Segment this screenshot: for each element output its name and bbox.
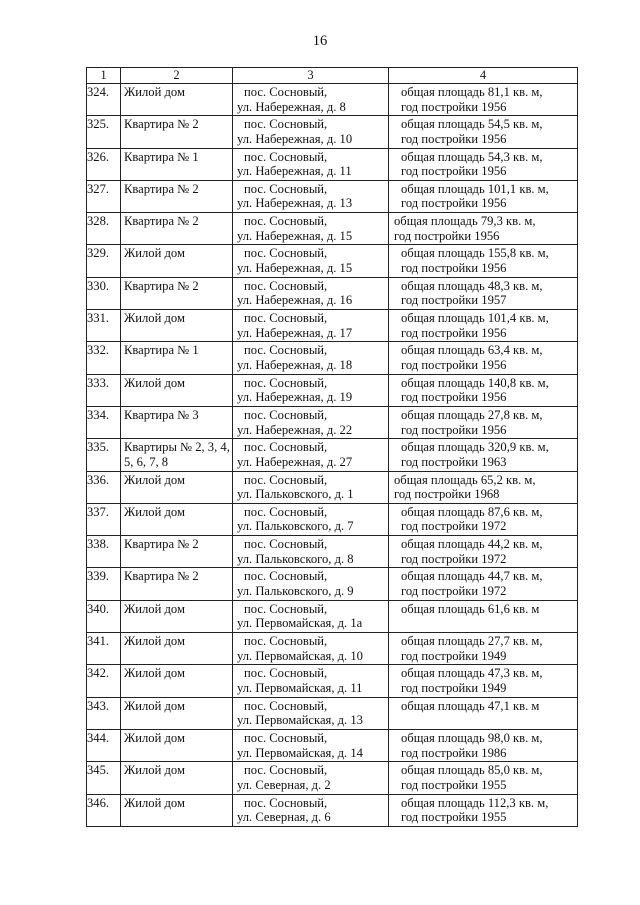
address-settlement: пос. Сосновый, bbox=[244, 569, 328, 584]
details-cell bbox=[389, 374, 578, 406]
details-cell bbox=[389, 310, 578, 342]
table-row bbox=[87, 568, 578, 600]
address-settlement: пос. Сосновый, bbox=[244, 343, 328, 358]
details-cell bbox=[389, 633, 578, 665]
address-cell bbox=[233, 762, 389, 794]
object-name-cell bbox=[121, 180, 233, 212]
address-cell bbox=[233, 84, 389, 116]
details-cell bbox=[389, 84, 578, 116]
address-street: ул. Пальковского, д. 7 bbox=[237, 519, 354, 534]
details-area: общая площадь 87,6 кв. м, bbox=[401, 504, 543, 519]
details-year: год постройки 1956 bbox=[401, 261, 507, 276]
table-row bbox=[87, 213, 578, 245]
table-row bbox=[87, 471, 578, 503]
details-year: год постройки 1972 bbox=[401, 551, 507, 566]
address-street: ул. Набережная, д. 15 bbox=[237, 228, 353, 243]
address-cell bbox=[233, 568, 389, 600]
row-number-cell bbox=[87, 245, 121, 277]
object-name: Жилой дом bbox=[124, 472, 185, 487]
address-cell bbox=[233, 794, 389, 826]
table-row bbox=[87, 697, 578, 729]
object-name-cell bbox=[121, 665, 233, 697]
object-name: Жилой дом bbox=[124, 795, 185, 810]
object-name-cell bbox=[121, 213, 233, 245]
address-street: ул. Пальковского, д. 8 bbox=[237, 551, 354, 566]
details-year: год постройки 1956 bbox=[401, 99, 507, 114]
object-name: Жилой дом bbox=[124, 85, 185, 99]
details-year: год постройки 1957 bbox=[401, 293, 507, 308]
details-cell bbox=[389, 762, 578, 794]
details-area: общая площадь 47,1 кв. м bbox=[401, 698, 540, 713]
object-name: Жилой дом bbox=[124, 504, 185, 519]
row-number: 335. bbox=[87, 440, 110, 455]
table-row bbox=[87, 180, 578, 212]
address-settlement: пос. Сосновый, bbox=[244, 214, 328, 229]
table-row bbox=[87, 729, 578, 761]
row-number-cell bbox=[87, 600, 121, 632]
object-name: Квартира № 1 bbox=[124, 343, 199, 358]
table-row bbox=[87, 84, 578, 116]
object-name: Квартира № 2 bbox=[124, 181, 199, 196]
row-number: 342. bbox=[87, 666, 110, 681]
row-number-cell bbox=[87, 568, 121, 600]
details-cell bbox=[389, 116, 578, 148]
address-cell bbox=[233, 633, 389, 665]
details-area: общая площадь 44,2 кв. м, bbox=[401, 537, 543, 552]
details-cell bbox=[389, 342, 578, 374]
address-street: ул. Набережная, д. 16 bbox=[237, 293, 353, 308]
object-name-cell bbox=[121, 729, 233, 761]
details-area: общая площадь 27,7 кв. м, bbox=[401, 634, 543, 649]
row-number: 338. bbox=[87, 537, 110, 552]
row-number: 329. bbox=[87, 246, 110, 261]
row-number-cell bbox=[87, 310, 121, 342]
details-cell bbox=[389, 697, 578, 729]
address-settlement: пос. Сосновый, bbox=[244, 117, 328, 132]
details-area: общая площадь 101,4 кв. м, bbox=[401, 311, 549, 326]
address-settlement: пос. Сосновый, bbox=[244, 375, 328, 390]
row-number: 341. bbox=[87, 634, 110, 649]
row-number-cell bbox=[87, 665, 121, 697]
object-name-cell bbox=[121, 568, 233, 600]
details-year: год постройки 1972 bbox=[401, 519, 507, 534]
address-street: ул. Набережная, д. 18 bbox=[237, 357, 353, 372]
row-number-cell bbox=[87, 439, 121, 471]
details-cell bbox=[389, 471, 578, 503]
address-settlement: пос. Сосновый, bbox=[244, 504, 328, 519]
details-area: общая площадь 98,0 кв. м, bbox=[401, 730, 543, 745]
row-number: 345. bbox=[87, 763, 110, 778]
details-year: год постройки 1956 bbox=[401, 357, 507, 372]
details-area: общая площадь 65,2 кв. м, bbox=[394, 472, 536, 487]
object-name: Жилой дом bbox=[124, 634, 185, 649]
table-row bbox=[87, 665, 578, 697]
address-cell bbox=[233, 729, 389, 761]
details-year: год постройки 1956 bbox=[394, 228, 500, 243]
table-row bbox=[87, 277, 578, 309]
address-cell bbox=[233, 310, 389, 342]
address-street: ул. Набережная, д. 11 bbox=[237, 164, 352, 179]
details-cell bbox=[389, 439, 578, 471]
details-year: год постройки 1963 bbox=[401, 454, 507, 469]
table-row bbox=[87, 116, 578, 148]
object-name-cell bbox=[121, 697, 233, 729]
page-number: 16 bbox=[312, 33, 328, 49]
details-year: год постройки 1972 bbox=[401, 584, 507, 599]
details-cell bbox=[389, 245, 578, 277]
object-name: Жилой дом bbox=[124, 601, 185, 616]
details-cell bbox=[389, 148, 578, 180]
row-number-cell bbox=[87, 633, 121, 665]
address-cell bbox=[233, 471, 389, 503]
address-settlement: пос. Сосновый, bbox=[244, 537, 328, 552]
table-row bbox=[87, 794, 578, 826]
details-cell bbox=[389, 406, 578, 438]
address-settlement: пос. Сосновый, bbox=[244, 472, 328, 487]
details-year: год постройки 1956 bbox=[401, 390, 507, 405]
address-settlement: пос. Сосновый, bbox=[244, 85, 328, 99]
details-area: общая площадь 47,3 кв. м, bbox=[401, 666, 543, 681]
row-number-cell bbox=[87, 406, 121, 438]
row-number-cell bbox=[87, 84, 121, 116]
details-cell bbox=[389, 729, 578, 761]
address-street: ул. Набережная, д. 22 bbox=[237, 422, 353, 437]
details-area: общая площадь 320,9 кв. м, bbox=[401, 440, 549, 455]
details-cell bbox=[389, 536, 578, 568]
address-cell bbox=[233, 439, 389, 471]
address-settlement: пос. Сосновый, bbox=[244, 311, 328, 326]
details-cell bbox=[389, 665, 578, 697]
address-street: ул. Первомайская, д. 10 bbox=[237, 648, 363, 663]
object-name-cell bbox=[121, 374, 233, 406]
column-header-number: 1 bbox=[87, 68, 121, 84]
address-cell bbox=[233, 374, 389, 406]
row-number: 344. bbox=[87, 730, 110, 745]
row-number: 326. bbox=[87, 149, 110, 164]
row-number: 333. bbox=[87, 375, 110, 390]
address-cell bbox=[233, 277, 389, 309]
details-area: общая площадь 44,7 кв. м, bbox=[401, 569, 543, 584]
row-number-cell bbox=[87, 213, 121, 245]
details-area: общая площадь 54,5 кв. м, bbox=[401, 117, 543, 132]
address-street: ул. Набережная, д. 17 bbox=[237, 325, 353, 340]
object-name: Квартира № 2 bbox=[124, 537, 199, 552]
row-number: 327. bbox=[87, 181, 110, 196]
address-cell bbox=[233, 342, 389, 374]
details-year: год постройки 1955 bbox=[401, 777, 507, 792]
details-cell bbox=[389, 794, 578, 826]
details-area: общая площадь 112,3 кв. м, bbox=[401, 795, 549, 810]
object-name-cell bbox=[121, 794, 233, 826]
object-name-cell bbox=[121, 342, 233, 374]
object-name-cell bbox=[121, 116, 233, 148]
details-area: общая площадь 54,3 кв. м, bbox=[401, 149, 543, 164]
row-number: 324. bbox=[87, 85, 110, 99]
table-row bbox=[87, 503, 578, 535]
address-cell bbox=[233, 503, 389, 535]
object-name: Жилой дом bbox=[124, 246, 185, 261]
address-settlement: пос. Сосновый, bbox=[244, 666, 328, 681]
address-cell bbox=[233, 213, 389, 245]
object-name-cell bbox=[121, 633, 233, 665]
address-street: ул. Северная, д. 2 bbox=[237, 777, 331, 792]
details-year: год постройки 1955 bbox=[401, 810, 507, 825]
object-name-cell bbox=[121, 148, 233, 180]
address-settlement: пос. Сосновый, bbox=[244, 181, 328, 196]
table-row bbox=[87, 374, 578, 406]
row-number: 337. bbox=[87, 504, 110, 519]
object-name: Жилой дом bbox=[124, 666, 185, 681]
details-area: общая площадь 63,4 кв. м, bbox=[401, 343, 543, 358]
address-street: ул. Набережная, д. 13 bbox=[237, 196, 353, 211]
details-cell bbox=[389, 180, 578, 212]
details-year: год постройки 1949 bbox=[401, 648, 507, 663]
address-settlement: пос. Сосновый, bbox=[244, 763, 328, 778]
address-settlement: пос. Сосновый, bbox=[244, 246, 328, 261]
row-number: 340. bbox=[87, 601, 110, 616]
address-street: ул. Пальковского, д. 1 bbox=[237, 487, 354, 502]
row-number-cell bbox=[87, 116, 121, 148]
details-area: общая площадь 85,0 кв. м, bbox=[401, 763, 543, 778]
table-header-row bbox=[87, 68, 578, 84]
details-area: общая площадь 61,6 кв. м bbox=[401, 601, 540, 616]
row-number-cell bbox=[87, 374, 121, 406]
address-street: ул. Северная, д. 6 bbox=[237, 810, 331, 825]
address-street: ул. Пальковского, д. 9 bbox=[237, 584, 354, 599]
row-number: 336. bbox=[87, 472, 110, 487]
details-area: общая площадь 27,8 кв. м, bbox=[401, 407, 543, 422]
address-cell bbox=[233, 116, 389, 148]
details-year: год постройки 1949 bbox=[401, 680, 507, 695]
details-area: общая площадь 140,8 кв. м, bbox=[401, 375, 549, 390]
row-number: 346. bbox=[87, 795, 110, 810]
row-number-cell bbox=[87, 503, 121, 535]
details-area: общая площадь 101,1 кв. м, bbox=[401, 181, 549, 196]
details-year: год постройки 1956 bbox=[401, 164, 507, 179]
row-number: 339. bbox=[87, 569, 110, 584]
details-year: год постройки 1986 bbox=[401, 745, 507, 760]
object-name-cell bbox=[121, 310, 233, 342]
object-name-cell bbox=[121, 439, 233, 471]
object-name: Квартира № 2 bbox=[124, 569, 199, 584]
object-name-cell bbox=[121, 762, 233, 794]
details-year: год постройки 1956 bbox=[401, 422, 507, 437]
row-number-cell bbox=[87, 536, 121, 568]
address-street: ул. Набережная, д. 8 bbox=[237, 99, 346, 114]
object-name: Жилой дом bbox=[124, 311, 185, 326]
address-street: ул. Набережная, д. 15 bbox=[237, 261, 353, 276]
details-area: общая площадь 79,3 кв. м, bbox=[394, 214, 536, 229]
row-number-cell bbox=[87, 180, 121, 212]
row-number-cell bbox=[87, 697, 121, 729]
object-name-cell bbox=[121, 277, 233, 309]
details-year: год постройки 1968 bbox=[394, 487, 500, 502]
object-name: Квартира № 2 bbox=[124, 117, 199, 132]
object-name: Жилой дом bbox=[124, 730, 185, 745]
address-settlement: пос. Сосновый, bbox=[244, 795, 328, 810]
column-header-address: 3 bbox=[233, 68, 389, 84]
row-number: 325. bbox=[87, 117, 110, 132]
object-name-cell bbox=[121, 471, 233, 503]
table-row bbox=[87, 762, 578, 794]
object-name-cell bbox=[121, 536, 233, 568]
address-cell bbox=[233, 245, 389, 277]
object-name-cell bbox=[121, 406, 233, 438]
table-row bbox=[87, 148, 578, 180]
address-cell bbox=[233, 536, 389, 568]
table-row bbox=[87, 406, 578, 438]
row-number-cell bbox=[87, 729, 121, 761]
details-cell bbox=[389, 213, 578, 245]
details-area: общая площадь 81,1 кв. м, bbox=[401, 85, 543, 99]
address-settlement: пос. Сосновый, bbox=[244, 407, 328, 422]
address-settlement: пос. Сосновый, bbox=[244, 278, 328, 293]
object-name: Квартира № 2 bbox=[124, 278, 199, 293]
address-cell bbox=[233, 406, 389, 438]
object-name-cell bbox=[121, 600, 233, 632]
object-name: Жилой дом bbox=[124, 698, 185, 713]
row-number: 331. bbox=[87, 311, 110, 326]
row-number-cell bbox=[87, 471, 121, 503]
table-row bbox=[87, 342, 578, 374]
address-street: ул. Набережная, д. 10 bbox=[237, 131, 353, 146]
details-cell bbox=[389, 568, 578, 600]
object-name: Квартира № 1 bbox=[124, 149, 199, 164]
object-name-cell bbox=[121, 245, 233, 277]
address-cell bbox=[233, 697, 389, 729]
column-header-details: 4 bbox=[389, 68, 578, 84]
row-number: 332. bbox=[87, 343, 110, 358]
address-settlement: пос. Сосновый, bbox=[244, 634, 328, 649]
address-settlement: пос. Сосновый, bbox=[244, 730, 328, 745]
row-number: 328. bbox=[87, 214, 110, 229]
object-name: Квартира № 2 bbox=[124, 214, 199, 229]
object-name: Квартиры № 2, 3, 4, 5, 6, 7, 8 bbox=[124, 440, 230, 469]
address-street: ул. Первомайская, д. 1а bbox=[237, 616, 363, 631]
table-row bbox=[87, 439, 578, 471]
address-street: ул. Первомайская, д. 13 bbox=[237, 713, 363, 728]
details-cell bbox=[389, 277, 578, 309]
object-name: Жилой дом bbox=[124, 763, 185, 778]
table-row bbox=[87, 633, 578, 665]
row-number: 343. bbox=[87, 698, 110, 713]
details-year: год постройки 1956 bbox=[401, 131, 507, 146]
details-cell bbox=[389, 600, 578, 632]
details-cell bbox=[389, 503, 578, 535]
row-number: 334. bbox=[87, 407, 110, 422]
row-number-cell bbox=[87, 794, 121, 826]
address-settlement: пос. Сосновый, bbox=[244, 698, 328, 713]
table-row bbox=[87, 310, 578, 342]
details-area: общая площадь 48,3 кв. м, bbox=[401, 278, 543, 293]
row-number-cell bbox=[87, 148, 121, 180]
address-settlement: пос. Сосновый, bbox=[244, 149, 328, 164]
column-header-name: 2 bbox=[121, 68, 233, 84]
object-name: Жилой дом bbox=[124, 375, 185, 390]
address-cell bbox=[233, 665, 389, 697]
row-number: 330. bbox=[87, 278, 110, 293]
row-number-cell bbox=[87, 762, 121, 794]
address-cell bbox=[233, 148, 389, 180]
row-number-cell bbox=[87, 277, 121, 309]
table-row bbox=[87, 245, 578, 277]
address-street: ул. Набережная, д. 19 bbox=[237, 390, 353, 405]
address-cell bbox=[233, 600, 389, 632]
details-year: год постройки 1956 bbox=[401, 325, 507, 340]
row-number-cell bbox=[87, 342, 121, 374]
address-street: ул. Набережная, д. 27 bbox=[237, 454, 353, 469]
table-row bbox=[87, 600, 578, 632]
details-area: общая площадь 155,8 кв. м, bbox=[401, 246, 549, 261]
address-settlement: пос. Сосновый, bbox=[244, 601, 328, 616]
property-register-table bbox=[86, 67, 578, 827]
object-name-cell bbox=[121, 84, 233, 116]
object-name-cell bbox=[121, 503, 233, 535]
address-settlement: пос. Сосновый, bbox=[244, 440, 328, 455]
address-cell bbox=[233, 180, 389, 212]
object-name: Квартира № 3 bbox=[124, 407, 199, 422]
address-street: ул. Первомайская, д. 14 bbox=[237, 745, 363, 760]
address-street: ул. Первомайская, д. 11 bbox=[237, 680, 363, 695]
details-year: год постройки 1956 bbox=[401, 196, 507, 211]
table-row bbox=[87, 536, 578, 568]
